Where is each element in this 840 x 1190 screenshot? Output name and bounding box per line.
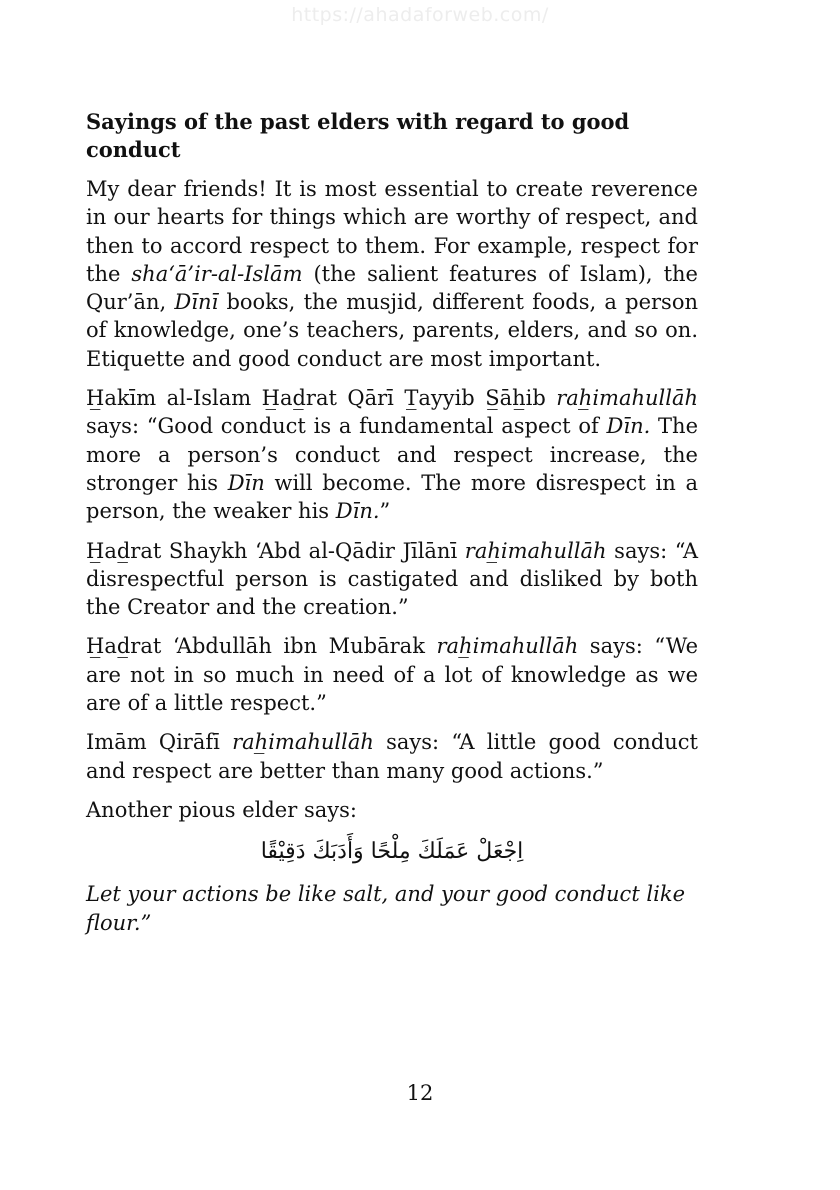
text-segment: H̲ad̲rat Shaykh ‘Abd al-Qādir Jīlānī [86,538,465,563]
italic-term: rah̲imahullāh [464,538,607,563]
section-heading: Sayings of the past elders with regard to good conduct [86,109,630,162]
paragraph-qari-tayyib [86,384,698,525]
text-segment: books, the musjid, different foods, a person of knowledge, one’s teachers, parents, elders, and so on. Etiquette and good conduct are most important. [86,290,698,371]
italic-term: Dīn. [335,499,380,524]
text-segment: Imām Qirāfī [86,730,233,755]
text-segment: H̲ad̲rat ‘Abdullāh ibn Mubārak [86,634,437,659]
text-segment: says: “We are not in so much in need of a lot of knowledge as we are of a little respect.” [86,634,698,716]
italic-term: Dīnī [174,290,219,315]
italic-term: Dīn. [606,414,651,439]
arabic-text: اِجْعَلْ عَمَلَكَ مِلْحًا وَأَدَبَكَ دَقِيْقًا [260,839,524,865]
arabic-quote [86,835,698,869]
translation-quote: Let your actions be like salt, and your good conduct like flour.” [86,882,686,935]
page-content [86,108,698,948]
text-segment: says: “A disrespectful person is castigated and disliked by both the Creator and the creation.” [86,538,698,620]
paragraph-qirafi [86,728,698,785]
text-segment: H̲akīm al-Islam H̲ad̲rat Qārī T̲ayyib S̲āh̲ib [86,386,557,411]
page-number: 12 [406,1081,434,1105]
italic-term: rah̲imahullāh [556,386,698,411]
text-segment: (the salient features of Islam), the Qur’ān, [86,261,698,315]
text-segment: My dear friends! It is most essential to create reverence in our hearts for things which are worthy of respect, and then to accord respect to them. For example, respect for the [86,177,698,286]
italic-term: rah̲imahullāh [232,730,374,755]
text-segment: says: “A little good conduct and respect are better than many good actions.” [86,730,698,783]
italic-term: sha‘ā’ir-al-Islām [131,261,303,286]
italic-term: Dīn [227,470,265,495]
paragraph-jilani [86,537,698,622]
text-segment: The more a person’s conduct and respect increase, the stronger his [86,414,698,495]
text-segment: says: “Good conduct is a fundamental aspect of [86,414,607,439]
italic-term: rah̲imahullāh [436,634,579,659]
paragraph-pious-elder: Another pious elder says: [86,797,357,822]
paragraph-ibn-mubarak [86,632,698,717]
text-segment: ” [379,499,391,524]
text-segment: will become. The more disrespect in a person, the weaker his [86,470,698,524]
paragraph-intro [86,175,698,373]
watermark: https://ahadaforweb.com/ [291,4,549,26]
